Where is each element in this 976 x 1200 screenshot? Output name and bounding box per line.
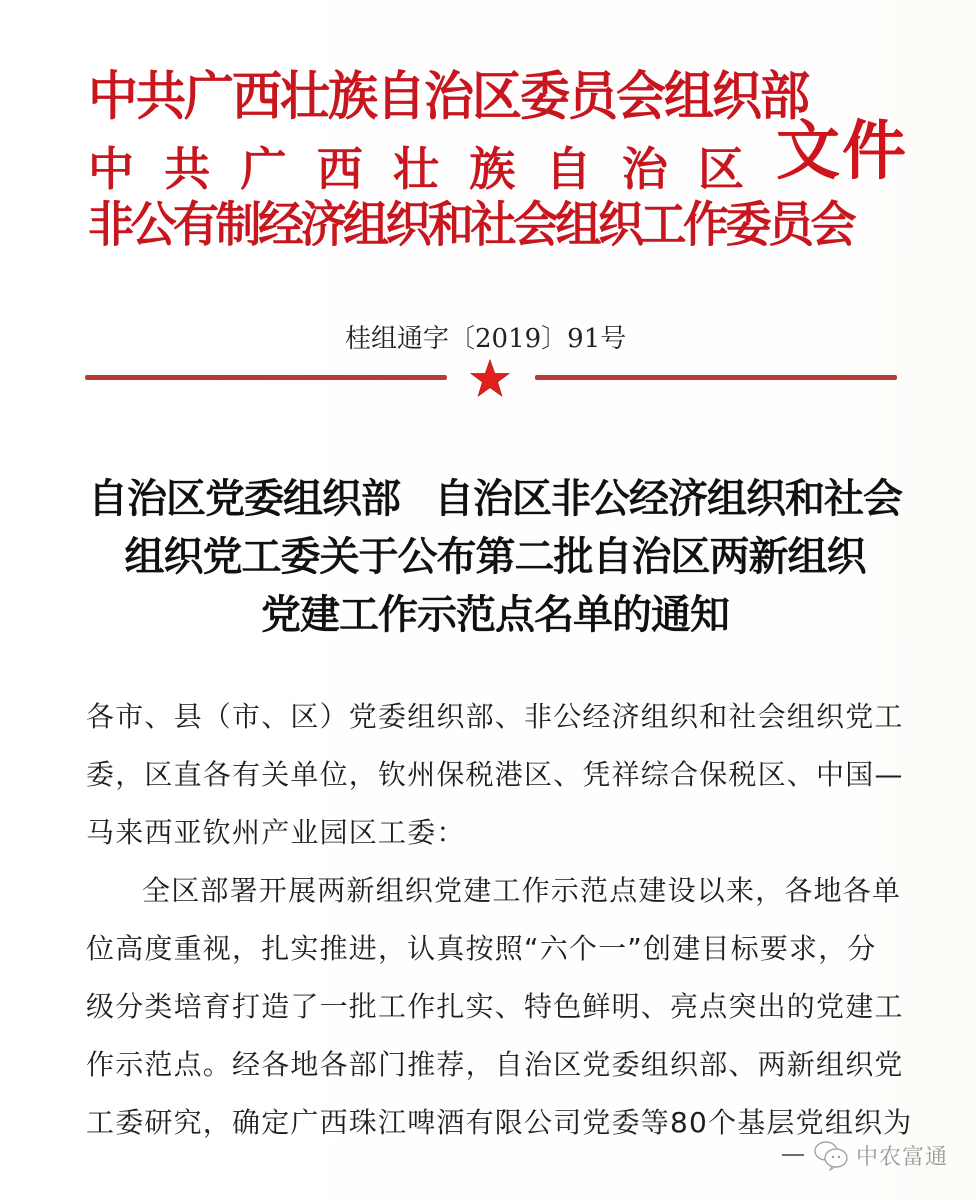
title-line-1-part-2: 自治区非公经济组织和社会 <box>434 475 902 522</box>
issuer-line-2-char: 自 <box>545 142 592 196</box>
red-divider-right <box>535 375 897 380</box>
title-line-1-part-1: 自治区党委组织部 <box>88 475 400 522</box>
body-line: 马来西亚钦州产业园区工委： <box>86 816 466 849</box>
document-title <box>80 470 910 644</box>
document-number: 桂组通字〔2019〕91号 <box>345 324 627 354</box>
watermark-dash <box>782 1154 804 1156</box>
red-star-icon <box>470 358 510 398</box>
title-line-2: 组织党工委关于公布第二批自治区两新组织 <box>124 533 866 580</box>
red-divider-left <box>85 375 447 380</box>
body-line: 委，区直各有关单位，钦州保税港区、凭祥综合保税区、中国— <box>86 758 904 791</box>
issuer-line-2-char: 区 <box>698 142 744 196</box>
issuer-line-1: 中共广西壮族自治区委员会组织部 <box>88 64 808 127</box>
document-type-label: 文件 <box>776 114 908 189</box>
source-watermark <box>782 1138 948 1172</box>
watermark-text: 中农富通 <box>856 1144 949 1170</box>
issuer-line-3: 非公有制经济组织和社会组织工作委员会 <box>88 195 853 253</box>
body-line: 位高度重视，扎实推进，认真按照“六个一”创建目标要求，分 <box>86 932 877 965</box>
title-line-1 <box>80 470 910 528</box>
issuer-line-2-char: 族 <box>469 142 516 196</box>
issuer-line-2-char: 西 <box>316 142 363 196</box>
wechat-icon <box>812 1138 850 1172</box>
issuer-line-2-char: 壮 <box>393 142 439 196</box>
issuer-line-2 <box>88 142 744 196</box>
issuer-line-2-char: 广 <box>240 142 287 196</box>
title-line-3: 党建工作示范点名单的通知 <box>261 591 729 638</box>
body-line: 全区部署开展两新组织党建工作示范点建设以来，各地各单 <box>142 874 902 907</box>
body-line: 工委研究，确定广西珠江啤酒有限公司党委等80个基层党组织为 <box>86 1106 913 1139</box>
issuer-line-2-char: 治 <box>621 142 668 196</box>
body-line: 级分类培育打造了一批工作扎实、特色鲜明、亮点突出的党建工 <box>86 990 904 1023</box>
body-line: 作示范点。经各地各部门推荐，自治区党委组织部、两新组织党 <box>86 1048 904 1081</box>
issuer-line-2-char: 中 <box>88 142 134 196</box>
document-body <box>86 688 913 1152</box>
body-line: 各市、县（市、区）党委组织部、非公经济组织和社会组织党工 <box>86 700 904 733</box>
issuer-line-2-char: 共 <box>164 142 211 196</box>
